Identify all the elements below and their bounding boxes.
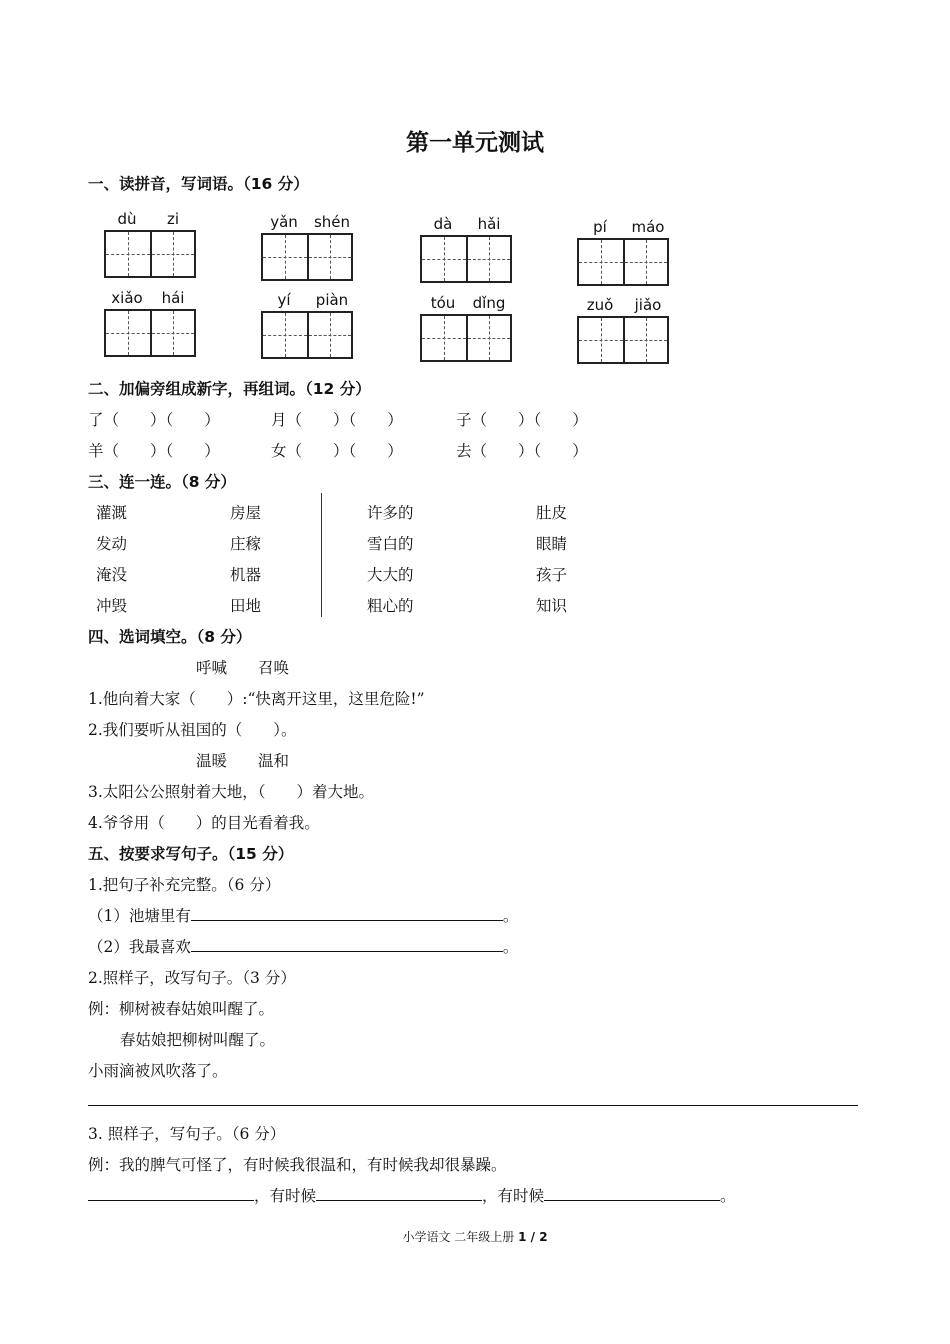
answer-blank[interactable] [316, 1186, 482, 1201]
question-text: 4.爷爷用（ ）的目光看着我。 [88, 814, 320, 832]
pinyin-label: xiǎo [111, 289, 143, 307]
period: 。 [720, 1187, 736, 1205]
match-word: 灌溉 [96, 504, 128, 522]
pinyin-label: dà [433, 215, 453, 233]
fill-sentence [88, 935, 518, 957]
writing-grid[interactable] [577, 238, 669, 286]
writing-grid[interactable] [420, 314, 512, 362]
answer-blank[interactable] [544, 1186, 720, 1201]
section5-heading: 五、按要求写句子。（15 分） [88, 845, 294, 863]
word-choices: 温暖 温和 [196, 752, 290, 770]
writing-grid[interactable] [577, 316, 669, 364]
match-word: 冲毁 [96, 597, 128, 615]
match-word: 淹没 [96, 566, 128, 584]
writing-grid[interactable] [104, 309, 196, 357]
radical-item: 女（ ）（ ） [271, 442, 403, 460]
question-text: 3. 照样子，写句子。（6 分） [88, 1125, 286, 1143]
section1-heading: 一、读拼音，写词语。（16 分） [88, 175, 309, 193]
page-footer [0, 1228, 950, 1245]
match-word: 眼睛 [536, 535, 568, 553]
radical-item: 去（ ）（ ） [456, 442, 588, 460]
match-word: 粗心的 [367, 597, 414, 615]
question-text: 1.把句子补充完整。（6 分） [88, 876, 281, 894]
pinyin-label: tóu [430, 294, 456, 312]
match-word: 大大的 [367, 566, 414, 584]
example-text: 春姑娘把柳树叫醒了。 [120, 1031, 276, 1049]
section3-heading: 三、连一连。（8 分） [88, 473, 236, 491]
match-word: 肚皮 [536, 504, 568, 522]
pinyin-label: yí [277, 291, 291, 309]
writing-grid[interactable] [261, 311, 353, 359]
match-word: 许多的 [367, 504, 414, 522]
pinyin-label: hái [161, 289, 185, 307]
question-text: 1.他向着大家（ ）:“快离开这里，这里危险!” [88, 690, 425, 708]
task-text: 小雨滴被风吹落了。 [88, 1062, 228, 1080]
match-word: 雪白的 [367, 535, 414, 553]
pinyin-label: dǐng [472, 294, 506, 312]
question-text: 2.照样子，改写句子。（3 分） [88, 969, 296, 987]
match-word: 发动 [96, 535, 128, 553]
fill-sentence [88, 904, 518, 926]
radical-item: 子（ ）（ ） [456, 411, 588, 429]
fill-sentence [88, 1184, 736, 1206]
pinyin-label: hǎi [477, 215, 501, 233]
pinyin-label: zi [166, 210, 180, 228]
pinyin-label: zuǒ [586, 296, 614, 314]
answer-line[interactable] [88, 1105, 858, 1106]
answer-blank[interactable] [191, 906, 503, 921]
word-choices: 呼喊 召唤 [196, 659, 290, 677]
match-word: 庄稼 [230, 535, 262, 553]
radical-item: 羊（ ）（ ） [88, 442, 220, 460]
writing-grid[interactable] [420, 235, 512, 283]
question-text: 3.太阳公公照射着大地，（ ）着大地。 [88, 783, 375, 801]
match-word: 孩子 [536, 566, 568, 584]
match-word: 知识 [536, 597, 568, 615]
section4-heading: 四、选词填空。（8 分） [88, 628, 252, 646]
radical-item: 了（ ）（ ） [88, 411, 220, 429]
pinyin-label: máo [631, 218, 665, 236]
writing-grid[interactable] [104, 230, 196, 278]
pinyin-label: shén [313, 213, 351, 231]
answer-blank[interactable] [88, 1186, 254, 1201]
question-text: 2.我们要听从祖国的（ ）。 [88, 721, 297, 739]
answer-blank[interactable] [191, 937, 503, 952]
divider-line [321, 493, 322, 617]
sentence-prefix: （2）我最喜欢 [88, 938, 191, 956]
match-word: 机器 [230, 566, 262, 584]
section2-heading: 二、加偏旁组成新字，再组词。（12 分） [88, 380, 371, 398]
pinyin-label: piàn [315, 291, 349, 309]
pinyin-label: jiǎo [634, 296, 662, 314]
pinyin-label: yǎn [270, 213, 298, 231]
sentence-prefix: （1）池塘里有 [88, 907, 191, 925]
period: 。 [502, 938, 519, 956]
match-word: 田地 [230, 597, 262, 615]
footer-text: 小学语文 二年级上册 [402, 1230, 515, 1244]
pinyin-label: pí [593, 218, 607, 236]
writing-grid[interactable] [261, 233, 353, 281]
sentence-connector: ，有时候 [482, 1187, 545, 1205]
period: 。 [502, 907, 519, 925]
example-text: 例：我的脾气可怪了，有时候我很温和，有时候我却很暴躁。 [88, 1156, 507, 1174]
radical-item: 月（ ）（ ） [271, 411, 403, 429]
example-text: 例：柳树被春姑娘叫醒了。 [88, 1000, 275, 1018]
sentence-connector: ，有时候 [254, 1187, 317, 1205]
pinyin-label: dù [117, 210, 137, 228]
match-word: 房屋 [230, 504, 262, 522]
page-number: 1 / 2 [518, 1230, 548, 1244]
page-title: 第一单元测试 [406, 129, 544, 156]
